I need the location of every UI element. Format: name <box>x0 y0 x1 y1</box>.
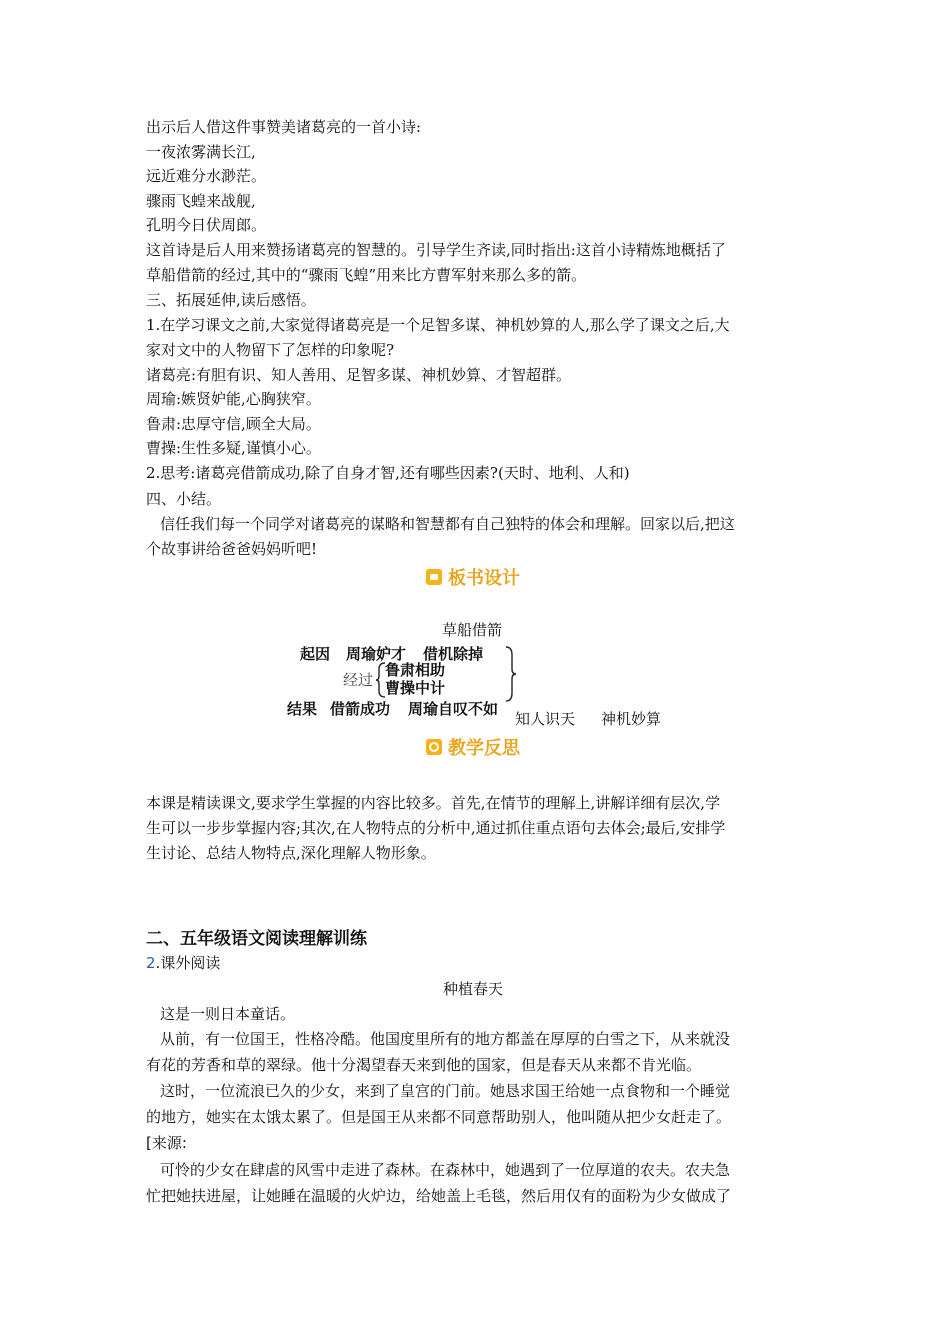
text-line: 孔明今日伏周郎。 <box>146 216 267 234</box>
board-design-heading-text: 板书设计 <box>448 568 520 589</box>
text-line: 四、小结。 <box>146 490 222 508</box>
right-brace-icon <box>504 645 518 703</box>
board-jieji: 借机除掉 <box>423 645 484 663</box>
reflection-line: 生讨论、总结人物特点,深化理解人物形象。 <box>146 844 436 862</box>
story-title: 种植春天 <box>443 980 504 998</box>
reflection-heading-text: 教学反思 <box>448 738 520 759</box>
text-line: 1.在学习课文之前,大家觉得诸葛亮是一个足智多谋、神机妙算的人,那么学了课文之后,大 <box>146 316 730 334</box>
story-para: 的地方，她实在太饿太累了。但是国王从来都不同意帮助别人，他叫随从把少女赶走了。 <box>146 1108 732 1126</box>
board-zhouyu-ducai: 周瑜妒才 <box>346 645 407 663</box>
board-jingguo: 经过 <box>343 671 374 689</box>
board-zhouyu-tan: 周瑜自叹不如 <box>408 700 499 718</box>
reflection-line: 生可以一步步掌握内容;其次,在人物特点的分析中,通过抓住重点语句去体会;最后,安排学 <box>146 819 726 837</box>
text-line: 周瑜:嫉贤妒能,心胸狭窄。 <box>146 390 321 408</box>
board-icon <box>426 569 442 585</box>
story-para: 有花的芳香和草的翠绿。他十分渴望春天来到他的国家，但是春天从来都不肯光临。 <box>146 1056 702 1074</box>
board-jiejian: 借箭成功 <box>330 700 391 718</box>
text-line: 信任我们每一个同学对诸葛亮的谋略和智慧都有自己独特的体会和理解。回家以后,把这 <box>160 515 735 533</box>
reflection-icon <box>426 739 442 755</box>
story-para: [来源: <box>146 1134 187 1152</box>
board-lusu: 鲁肃相助 <box>385 661 446 679</box>
question-text: .课外阅读 <box>155 954 221 972</box>
text-line: 出示后人借这件事赞美诸葛亮的一首小诗: <box>146 118 422 136</box>
story-para: 从前，有一位国王，性格冷酷。他国度里所有的地方都盖在厚厚的白雪之下，从来就没 <box>160 1030 731 1048</box>
text-line: 2.思考:诸葛亮借箭成功,除了自身才智,还有哪些因素?(天时、地利、人和) <box>146 464 630 482</box>
story-para: 这是一则日本童话。 <box>160 1005 296 1023</box>
board-caocao: 曹操中计 <box>385 679 446 697</box>
text-line: 三、拓展延伸,读后感悟。 <box>146 291 316 309</box>
text-line: 远近难分水渺茫。 <box>146 167 267 185</box>
board-qiyin: 起因 <box>300 645 331 663</box>
question-label <box>146 952 220 973</box>
text-line: 这首诗是后人用来赞扬诸葛亮的智慧的。引导学生齐读,同时指出:这首小诗精炼地概括了 <box>146 241 726 259</box>
board-design-heading <box>426 564 520 590</box>
text-line: 一夜浓雾满长江, <box>146 143 256 161</box>
board-title: 草船借箭 <box>442 621 503 639</box>
story-para: 这时，一位流浪已久的少女，来到了皇宫的门前。她恳求国王给她一点食物和一个睡觉 <box>160 1082 731 1100</box>
question-number: 2 <box>146 954 156 972</box>
text-line: 个故事讲给爸爸妈妈听吧! <box>146 540 318 558</box>
text-line: 骤雨飞蝗来战舰, <box>146 192 256 210</box>
text-line: 草船借箭的经过,其中的“骤雨飞蝗”用来比方曹军射来那么多的箭。 <box>146 266 587 284</box>
story-para: 可怜的少女在肆虐的风雪中走进了森林。在森林中，她遇到了一位厚道的农夫。农夫急 <box>160 1161 731 1179</box>
reflection-heading <box>426 734 520 760</box>
text-line: 家对文中的人物留下了怎样的印象呢? <box>146 341 395 359</box>
board-jieguo: 结果 <box>287 700 318 718</box>
reflection-line: 本课是精读课文,要求学生掌握的内容比较多。首先,在情节的理解上,讲解详细有层次,学 <box>146 794 721 812</box>
board-zhiren: 知人识天 <box>515 710 576 728</box>
story-para: 忙把她扶进屋，让她睡在温暖的火炉边，给她盖上毛毯，然后用仅有的面粉为少女做成了 <box>146 1187 732 1205</box>
text-line: 鲁肃:忠厚守信,顾全大局。 <box>146 415 321 433</box>
text-line: 诸葛亮:有胆有识、知人善用、足智多谋、神机妙算、才智超群。 <box>146 366 572 384</box>
text-line: 曹操:生性多疑,谨慎小心。 <box>146 439 321 457</box>
board-shenji: 神机妙算 <box>601 710 662 728</box>
section-title: 二、五年级语文阅读理解训练 <box>146 929 367 949</box>
